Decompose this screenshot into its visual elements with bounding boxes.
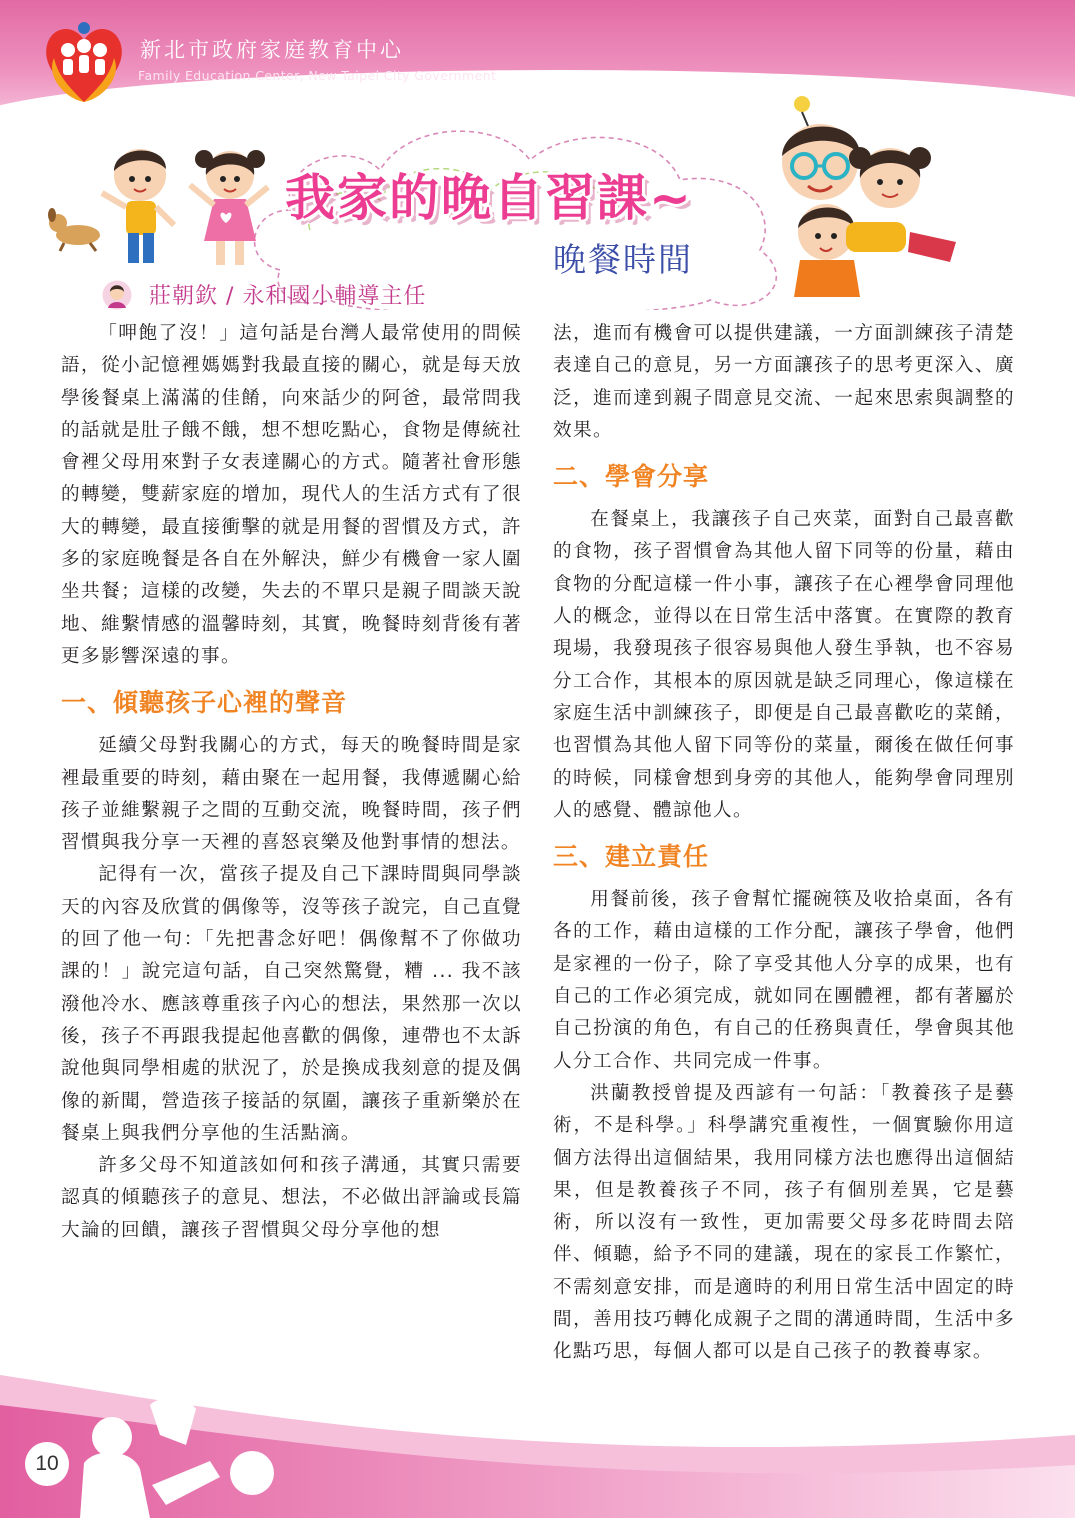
kids-illustration (40, 135, 290, 285)
footer-band (0, 1365, 1075, 1518)
article-subtitle: 晚餐時間 (553, 240, 693, 279)
page-number: 10 (35, 1452, 59, 1475)
org-name-zh: 新北市政府家庭教育中心 (140, 38, 404, 62)
family-logo-icon (40, 18, 128, 106)
section1-paragraph-3: 許多父母不知道該如何和孩子溝通，其實只需要認真的傾聽孩子的意見、想法，不必做出評論或長篇大論的回饋，讓孩子習慣與父母分享他的想 (61, 1155, 522, 1241)
section-heading-share: 二、學會分享 (553, 462, 710, 492)
family-illustration (760, 92, 960, 297)
author-avatar-icon (102, 280, 132, 310)
section2-paragraph-1: 在餐桌上，我讓孩子自己夾菜，面對自己最喜歡的食物，孩子習慣會為其他人留下同等的份量，藉由食物的分配這樣一件小事，讓孩子在心裡學會同理他人的概念，並得以在日常生活中落實。在實際的教育現場，我發現孩子很容易與他人發生爭執，也不容易分工合作，其根本的原因就是缺乏同理心，像這樣在家庭生活中訓練孩子，即便是自己最喜歡吃的菜餚，也習慣為其他人留下同等份的菜量，爾後在做任何事的時候，同樣會想到身旁的其他人，能夠學會同理別人的感覺、體諒他人。 (553, 509, 1015, 821)
section1-paragraph-3-continued: 法，進而有機會可以提供建議，一方面訓練孩子清楚表達自己的意見，另一方面讓孩子的思考更深入、廣泛，進而達到親子間意見交流、一起來思索與調整的效果。 (553, 323, 1015, 441)
dog-illustration (48, 208, 100, 251)
section-heading-responsibility: 三、建立責任 (553, 842, 710, 872)
section3-paragraph-1: 用餐前後，孩子會幫忙擺碗筷及收拾桌面，各有各的工作，藉由這樣的工作分配，讓孩子學會，他們是家裡的一份子，除了享受其他人分享的成果，也有自己的工作必須完成，就如同在團體裡，都有著屬於自己扮演的角色，有自己的任務與責任，學會與其他人分工合作、共同完成一件事。 (553, 889, 1015, 1072)
section1-paragraph-2: 記得有一次，當孩子提及自己下課時間與同學談天的內容及欣賞的偶像等，沒等孩子說完，自己直覺的回了他一句：「先把書念好吧！偶像幫不了你做功課的！」說完這句話，自己突然驚覺，糟 ... 我不該潑他冷水、應該尊重孩子內心的想法，果然那一次以後，孩子不再跟我提起他喜歡的偶像，連帶也不太訴說他與同學相處的狀況了，於是換成我刻意的提及偶像的新聞，營造孩子接話的氛圍，讓孩子重新樂於在餐桌上與我們分享他的生活點滴。 (61, 864, 522, 1144)
section1-paragraph-1: 延續父母對我關心的方式，每天的晚餐時間是家裡最重要的時刻，藉由聚在一起用餐，我傳遞關心給孩子並維繫親子之間的互動交流，晚餐時間，孩子們習慣與我分享一天裡的喜怒哀樂及他對事情的想法。 (61, 735, 522, 854)
right-column (553, 318, 1015, 1369)
org-name-en: Family Education Center, New Taipei City Government (138, 68, 497, 83)
author-byline: 莊朝欽 / 永和國小輔導主任 (149, 284, 427, 309)
article-title: 我家的晚自習課~ (285, 169, 693, 227)
section-heading-listen: 一、傾聽孩子心裡的聲音 (61, 688, 348, 718)
left-column (61, 318, 522, 1247)
section3-paragraph-2: 洪蘭教授曾提及西諺有一句話：「教養孩子是藝術，不是科學。」科學講究重複性，一個實驗你用這個方法得出這個結果，我用同樣方法也應得出這個結果，但是教養孩子不同，孩子有個別差異，它是藝術，所以沒有一致性，更加需要父母多花時間去陪伴、傾聽，給予不同的建議，現在的家長工作繁忙，不需刻意安排，而是適時的利用日常生活中固定的時間，善用技巧轉化成親子之間的溝通時間，生活中多化點巧思，每個人都可以是自己孩子的教養專家。 (553, 1082, 1015, 1363)
intro-paragraph: 「呷飽了沒！」這句話是台灣人最常使用的問候語，從小記憶裡媽媽對我最直接的關心，就是每天放學後餐桌上滿滿的佳餚，向來話少的阿爸，最常問我的話就是肚子餓不餓，想不想吃點心，食物是傳統社會裡父母用來對子女表達關心的方式。隨著社會形態的轉變，雙薪家庭的增加，現代人的生活方式有了很大的轉變，最直接衝擊的就是用餐的習慣及方式，許多的家庭晚餐是各自在外解決，鮮少有機會一家人圍坐共餐；這樣的改變，失去的不單只是親子間談天說地、維繫情感的溫馨時刻，其實，晚餐時刻背後有著更多影響深遠的事。 (61, 323, 522, 667)
